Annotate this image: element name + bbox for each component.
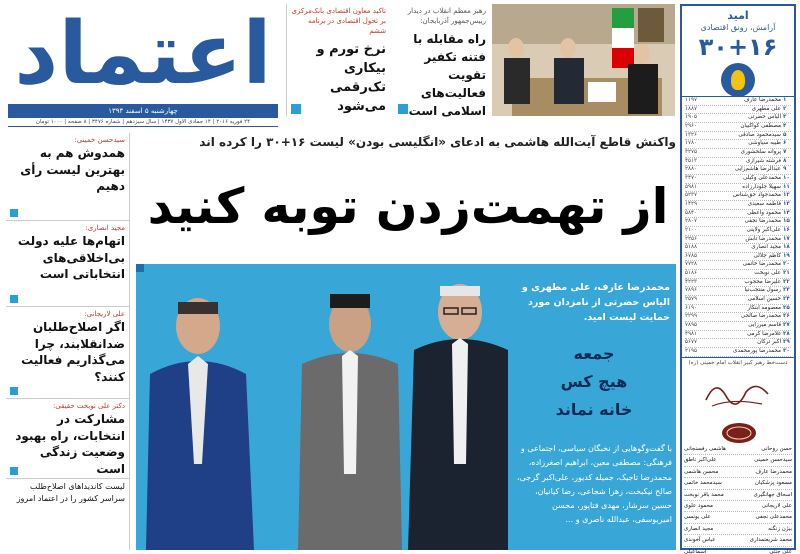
left-story-5[interactable] (6, 479, 129, 549)
candidate-code: ۳۲۷۵ (685, 148, 698, 155)
candidate-row[interactable] (685, 348, 791, 357)
slogan-line: خانه نماند (555, 400, 633, 419)
endorser-name: محمد شریعتمداری (749, 537, 792, 544)
story-title: همدوش هم به بهترین لیست رأی دهیم (20, 146, 125, 193)
candidate-code: ۴۹۸۱ (685, 330, 698, 337)
endorsers-list (684, 444, 792, 554)
candidate-name: مصطفی کواکبیان (740, 122, 781, 129)
candidate-name: محمدرضا پورمحمدی (732, 348, 781, 355)
newspaper-logo: اعتماد (14, 4, 272, 104)
candidate-code: ۷۸۹۶ (685, 287, 698, 294)
seal-icon (720, 422, 758, 444)
candidate-number: ۱۱ (783, 183, 790, 190)
candidates-photo (136, 264, 508, 550)
candidate-row[interactable] (685, 149, 791, 158)
candidate-row[interactable] (685, 270, 791, 279)
feature-panel[interactable] (136, 264, 676, 550)
candidate-code: ۶۷۸۵ (685, 252, 698, 259)
candidate-code: ۱۱۹۷ (685, 97, 698, 103)
candidate-number: ۷ (783, 148, 787, 155)
story-title: اتهام‌ها علیه دولت بی‌اخلاقی‌های انتخاباتی است (17, 234, 125, 281)
candidate-row[interactable] (685, 244, 791, 253)
candidate-name: علی مطهری (751, 105, 781, 112)
candidate-number: ۱۸ (783, 244, 790, 251)
candidate-name: علی نوبخت (754, 270, 781, 277)
main-headline[interactable]: از تهمت‌زدن توبه کنید (147, 178, 669, 235)
feature-slogan (524, 340, 664, 424)
endorser-name: عباس آخوندی (684, 537, 716, 544)
candidate-row[interactable] (685, 227, 791, 236)
candidate-row[interactable] (685, 123, 791, 132)
endorser-row (684, 478, 792, 489)
candidate-code: ۲۲۹۹ (685, 313, 698, 320)
candidate-number: ۱۳ (783, 200, 790, 207)
arrow-icon (10, 387, 18, 395)
candidate-code: ۳۴۷۰ (685, 174, 698, 181)
candidate-name: محمدرضا تابش (745, 235, 781, 242)
candidate-row[interactable] (685, 279, 791, 288)
candidate-row[interactable] (685, 313, 791, 322)
candidate-name: محمدرضا خاتمی (742, 261, 781, 268)
teaser-leader-meeting[interactable] (394, 4, 490, 116)
candidate-number: ۲۲ (783, 278, 790, 285)
candidate-row[interactable] (685, 106, 791, 115)
endorser-row (684, 512, 792, 523)
candidate-code: ۶۱۹۰ (685, 304, 698, 311)
candidate-name: محمود واعظی (747, 209, 781, 216)
left-story-1[interactable] (6, 133, 129, 221)
candidate-code: ۲۹۶۰ (685, 122, 698, 129)
candidate-row[interactable] (685, 236, 791, 245)
candidate-code: ۷۷۲۸ (685, 261, 698, 268)
list-title: امید (727, 9, 749, 22)
candidate-code: ۴۵۱۳ (685, 157, 698, 164)
candidate-name: فرشته شیرازی (745, 157, 781, 164)
candidate-name: الیاس حضرتی (748, 114, 781, 121)
candidate-name: معصومه ابتکار (747, 304, 781, 311)
candidate-number: ۹ (783, 166, 787, 173)
candidate-code: ۲۲۵۶ (685, 235, 698, 242)
candidate-code: ۵۲۳۷ (685, 192, 698, 199)
endorser-name: هاشمی رفسنجانی (684, 446, 726, 452)
candidate-number: ۲ (783, 105, 787, 112)
candidate-row[interactable] (685, 322, 791, 331)
candidate-name: اکبر ترکان (757, 339, 781, 346)
list-number: ۳۰+۱۶ (698, 33, 778, 61)
endorser-name: اسحاق جهانگیری (753, 491, 792, 498)
signature-block (682, 357, 794, 417)
candidate-name: محمدعلی وکیلی (743, 174, 781, 181)
candidate-row[interactable] (685, 140, 791, 149)
candidate-name: علیرضا محجوب (744, 278, 781, 285)
candidate-number: ۳ (783, 114, 787, 121)
teaser-kicker: تاکید معاون‌ اقتصادی بانک‌مرکزی بر تحول اقتصادی در برنامه ششم (291, 7, 386, 35)
left-story-2[interactable] (6, 221, 129, 307)
candidate-code: ۵۸۴۰ (685, 209, 698, 216)
candidate-code: ۱۷۸۰ (685, 140, 698, 147)
meeting-photo (492, 4, 675, 116)
candidate-code: ۵۱۸۶ (685, 270, 698, 277)
candidate-name: فاطمه سعیدی (747, 200, 781, 207)
omid-list-column (680, 4, 796, 554)
candidate-number: ۱۲ (783, 192, 790, 199)
candidate-row[interactable] (685, 97, 791, 106)
candidate-name: قاسم میرزایی (748, 322, 781, 329)
story-author: سیدحسن خمینی: (74, 136, 125, 144)
candidate-name: علی‌اکبر ولایتی (746, 226, 781, 233)
headline-kicker: واکنش قاطع آیت‌الله هاشمی به ادعای «انگلیسی بودن» لیست ۱۶+۳۰ را کرده اند (199, 135, 676, 149)
candidate-number: ۲۶ (783, 313, 790, 320)
candidate-name: رسول منتجب‌نیا (744, 287, 781, 294)
candidate-number: ۲۳ (783, 287, 790, 294)
candidate-number: ۲۸ (783, 330, 790, 337)
endorser-name: محسن هاشمی (684, 468, 719, 475)
candidate-code: ۱۳۲۶ (685, 131, 698, 138)
candidate-row[interactable] (685, 114, 791, 123)
list-subtitle: آرامش، رونق اقتصادی (700, 23, 776, 32)
candidate-row[interactable] (685, 218, 791, 227)
candidate-code: ۴۲۲۳ (685, 278, 698, 285)
endorser-row (684, 547, 792, 554)
candidate-name: مجید انصاری (751, 244, 781, 251)
omid-logo-icon (721, 63, 755, 97)
teaser-inflation[interactable] (286, 4, 390, 116)
candidate-row[interactable] (685, 158, 791, 167)
candidate-number: ۱۷ (783, 235, 790, 242)
omid-header (682, 6, 794, 96)
candidate-name: طیبه سیاوشی (748, 140, 781, 147)
candidate-name: محمدرضا صالحی (740, 313, 781, 320)
endorser-name: علی جنتی (769, 548, 792, 554)
endorser-row (684, 535, 792, 546)
candidate-code: ۱۹۰۵ (685, 114, 698, 121)
candidate-name: سهیلا جلودارزاده (742, 183, 781, 190)
candidate-code: ۲۸۰۷ (685, 218, 698, 225)
story-title: مشارکت در انتخابات، راه بهبود وضعیت زندگی است (15, 412, 125, 476)
arrow-icon (398, 104, 408, 114)
candidate-number: ۲۴ (783, 296, 790, 303)
candidate-name: محمدرضا عارف (743, 97, 781, 103)
endorser-name: علی لاریجانی (761, 503, 792, 510)
slogan-line: هیچ کس (560, 372, 628, 391)
candidate-row[interactable] (685, 253, 791, 262)
slogan-line: جمعه (573, 344, 615, 363)
candidate-name: محمدجواد حق‌شناس (733, 192, 781, 199)
candidate-name: عبدالرضا هاشم‌زایی (734, 166, 781, 173)
endorser-name: سیدحسن خمینی (754, 457, 792, 464)
story-author: علی لاریجانی: (84, 310, 125, 318)
candidate-number: ۱۴ (783, 209, 790, 216)
candidate-row[interactable] (685, 210, 791, 219)
endorser-name: محمدرضا عارف (755, 468, 792, 475)
candidate-row[interactable] (685, 201, 791, 210)
candidate-number: ۱۶ (783, 226, 790, 233)
candidate-number: ۴ (783, 122, 787, 129)
arrow-icon (10, 209, 18, 217)
endorser-name: محمدعلی نجفی (755, 514, 792, 521)
teaser-title: نرخ تورم و بیکاری تک‌رقمی می‌شود (316, 42, 386, 114)
candidate-number: ۱۰ (783, 174, 790, 181)
candidate-row[interactable] (685, 296, 791, 305)
endorser-row (684, 524, 792, 535)
candidate-row[interactable] (685, 287, 791, 296)
candidate-code: ۱۸۸۷ (685, 105, 698, 112)
story-title: اگر اصلاح‌طلبان ضدانقلابند، چرا می‌گذاریم فعالیت کنند؟ (21, 320, 125, 384)
candidate-name: محمدرضا نجفی (744, 218, 781, 225)
candidate-row[interactable] (685, 339, 791, 348)
endorser-row (684, 467, 792, 478)
endorser-name: محمود علوی (684, 503, 713, 510)
candidate-number: ۱ (783, 97, 787, 103)
arrow-icon (291, 104, 301, 114)
candidate-row[interactable] (685, 305, 791, 314)
candidate-number: ۳۰ (783, 348, 790, 355)
candidate-name: حسین اسلامی (747, 296, 781, 303)
endorser-name: حسن روحانی (761, 446, 792, 452)
candidate-row[interactable] (685, 192, 791, 201)
candidate-code: ۲۵۷۹ (685, 296, 698, 303)
endorser-row (684, 455, 792, 466)
left-column (6, 133, 130, 550)
signature-caption: دست‌خط رهبر کبیر انقلاب امام خمینی (ره) (688, 359, 788, 366)
endorser-name: مجید انصاری (684, 525, 714, 532)
endorser-name: بیژن زنگنه (768, 525, 792, 532)
candidate-name: کاظم جلالی (753, 252, 781, 259)
candidate-code: ۲۱۹۵ (685, 348, 698, 355)
arrow-icon (10, 295, 18, 303)
candidate-row[interactable] (685, 261, 791, 270)
candidate-number: ۲۱ (783, 270, 790, 277)
candidate-number: ۲۵ (783, 304, 790, 311)
endorser-name: علی یونسی (684, 514, 711, 521)
candidate-number: ۲۷ (783, 322, 790, 329)
candidate-code: ۵۹۸۱ (685, 183, 698, 190)
candidate-number: ۸ (783, 157, 787, 164)
candidate-number: ۶ (783, 140, 787, 147)
candidate-row[interactable] (685, 184, 791, 193)
dateline: چهارشنبه ۵ اسفند ۱۳۹۴ (8, 104, 278, 118)
candidate-row[interactable] (685, 175, 791, 184)
endorser-row (684, 444, 792, 455)
left-story-4[interactable] (6, 399, 129, 479)
candidate-number: ۱۹ (783, 252, 790, 259)
signature-icon (702, 372, 774, 412)
endorser-name: مسعود پزشکیان (754, 480, 792, 487)
endorser-name: اسماعیلی (684, 548, 707, 554)
candidate-code: ۵۱۸۸ (685, 244, 698, 251)
story-author: دکتر علی نوبخت حقیقی: (52, 402, 125, 410)
arrow-icon (10, 467, 18, 475)
teaser-title: راه مقابله با فتنه تکفیر تقویت فعالیت‌های اسلامی است (408, 32, 486, 118)
endorser-name: علی‌اکبر ناطق (684, 457, 717, 464)
candidate-name: سیدمحمود صادقی (738, 131, 781, 138)
candidate-name: پروانه سلحشوری (740, 148, 781, 155)
story-author: مجید انصاری: (85, 224, 125, 232)
candidate-code: ۷۸۹۵ (685, 322, 698, 329)
candidate-code: ۵۶۷۷ (685, 339, 698, 346)
issue-info: ۲۴ فوریه ۲۰۱۶ | ۱۴ جمادی الاول ۱۴۳۷ | سال سیزدهم | شماره ۳۴۷۶ | ۸ صفحه | ۱۰۰۰ تومان (8, 118, 278, 127)
endorser-name: سیدمحمد خاتمی (684, 480, 722, 487)
candidate-row[interactable] (685, 132, 791, 141)
teaser-kicker: رهبر معظم انقلاب در دیدار رییس‌جمهور آذربایجان: (407, 7, 486, 25)
story-title: لیست کاندیداهای اصلاح‌طلب سراسر کشور را در اعتماد امروز (16, 482, 125, 503)
candidate-row[interactable] (685, 331, 791, 340)
feature-caption: محمدرضا عارف، علی مطهری و الیاس حضرتی از نامزدان مورد حمایت لیست امید. (521, 282, 670, 323)
candidate-list (682, 96, 794, 357)
endorser-row (684, 490, 792, 501)
candidate-number: ۵ (783, 131, 787, 138)
candidate-code: ۲۸۸۰ (685, 166, 698, 173)
candidate-code: ۱۴۲۹ (685, 200, 698, 207)
candidate-row[interactable] (685, 166, 791, 175)
candidate-code: ۲۱۰۰ (685, 226, 698, 233)
endorser-row (684, 501, 792, 512)
candidate-number: ۲۹ (783, 339, 790, 346)
candidate-number: ۱۵ (783, 218, 790, 225)
endorser-name: محمد باقر نوبخت (684, 491, 724, 498)
candidate-number: ۲۰ (783, 261, 790, 268)
left-story-3[interactable] (6, 307, 129, 399)
candidate-name: غلامرضا کرمی (747, 330, 781, 337)
feature-body: با گفت‌وگوهایی از نخبگان سیاسی، اجتماعی و فرهنگی: مصطفی معین، ابراهیم اصغرزاده، محمدرضا تاجیک، جمیله کدیور، علی‌اکبر گرجی، صالح نیکبخت، زهرا شجاعی، رضا کیانیان، حسین سرشار، مهدی فتاپور، محسن امیریوسفی، عبدالله ناصری و ... (517, 444, 672, 525)
